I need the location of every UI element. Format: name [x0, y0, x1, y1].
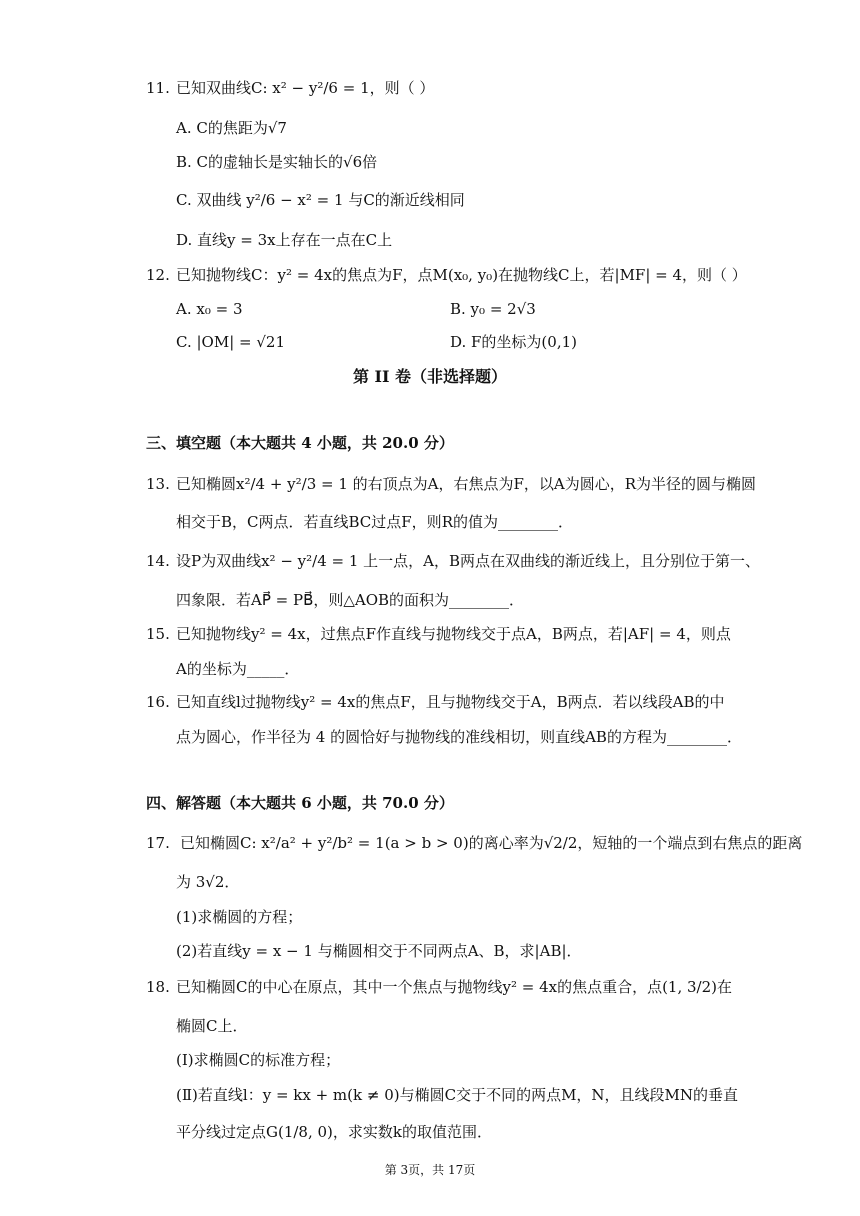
q17-part2: (2)若直线y = x − 1 与椭圆相交于不同两点A、B，求|AB|． [176, 942, 582, 960]
q11-number: 11. [146, 79, 170, 97]
q18-line2: 椭圆C上． [176, 1017, 248, 1035]
q17-line1: 已知椭圆C: x²/a² + y²/b² = 1(a > b > 0)的离心率为√2/2，短轴的一个端点到右焦点的距离 [180, 834, 803, 852]
q12-number: 12. [146, 266, 170, 284]
q15-line2: A的坐标为_____． [176, 660, 300, 678]
q11-option-d: D. 直线y = 3x上存在一点在C上 [176, 231, 393, 249]
q14-number: 14. [146, 552, 170, 570]
q14-line2: 四象限．若AP⃗ = PB⃗，则△AOB的面积为________． [176, 591, 525, 609]
q15-line1: 已知抛物线y² = 4x，过焦点F作直线与抛物线交于点A，B两点，若|AF| = 4，则点 [176, 625, 731, 643]
q17-part1: (1)求椭圆的方程； [176, 908, 303, 926]
q16-number: 16. [146, 693, 170, 711]
q18-part1: (Ⅰ)求椭圆C的标准方程； [176, 1051, 341, 1069]
page-footer: 第 3页，共 17页 [384, 1163, 476, 1177]
q15-number: 15. [146, 625, 170, 643]
q11-option-c: C. 双曲线 y²/6 − x² = 1 与C的渐近线相同 [176, 191, 465, 209]
q12-stem: 已知抛物线C：y² = 4x的焦点为F，点M(x₀, y₀)在抛物线C上，若|MF| = 4，则（ ） [176, 266, 747, 284]
q14-line1: 设P为双曲线x² − y²/4 = 1 上一点，A，B两点在双曲线的渐近线上，且分别位于第一、 [176, 552, 761, 570]
q17-number: 17. [146, 834, 170, 852]
q12-option-d: D. F的坐标为(0,1) [450, 333, 577, 351]
q11-option-b: B. C的虚轴长是实轴长的√6倍 [176, 153, 378, 171]
q18-part2-line1: (Ⅱ)若直线l：y = kx + m(k ≠ 0)与椭圆C交于不同的两点M，N，且线段MN的垂直 [176, 1086, 739, 1104]
q12-option-a: A. x₀ = 3 [176, 300, 243, 318]
q16-line2: 点为圆心，作半径为 4 的圆恰好与抛物线的准线相切，则直线AB的方程为________． [176, 728, 742, 746]
q12-option-b: B. y₀ = 2√3 [450, 300, 536, 318]
q11-stem: 已知双曲线C: x² − y²/6 = 1，则（ ） [176, 79, 435, 97]
q12-option-c: C. |OM| = √21 [176, 333, 285, 351]
q18-number: 18. [146, 978, 170, 996]
section4-heading: 四、解答题（本大题共 6 小题，共 70.0 分） [146, 794, 454, 812]
section3-heading: 三、填空题（本大题共 4 小题，共 20.0 分） [146, 434, 454, 452]
q13-line2: 相交于B，C两点．若直线BC过点F，则R的值为________． [176, 513, 573, 531]
q17-line2: 为 3√2． [176, 873, 240, 891]
part2-title: 第 II 卷（非选择题） [352, 367, 508, 386]
q18-part2-line2: 平分线过定点G(1/8, 0)，求实数k的取值范围． [176, 1123, 492, 1141]
q11-option-a: A. C的焦距为√7 [176, 119, 287, 137]
q18-line1: 已知椭圆C的中心在原点，其中一个焦点与抛物线y² = 4x的焦点重合，点(1, 3/2)在 [176, 978, 732, 996]
q16-line1: 已知直线l过抛物线y² = 4x的焦点F，且与抛物线交于A，B两点．若以线段AB的中 [176, 693, 725, 711]
q13-line1: 已知椭圆x²/4 + y²/3 = 1 的右顶点为A，右焦点为F，以A为圆心，R为半径的圆与椭圆 [176, 475, 757, 493]
q13-number: 13. [146, 475, 170, 493]
